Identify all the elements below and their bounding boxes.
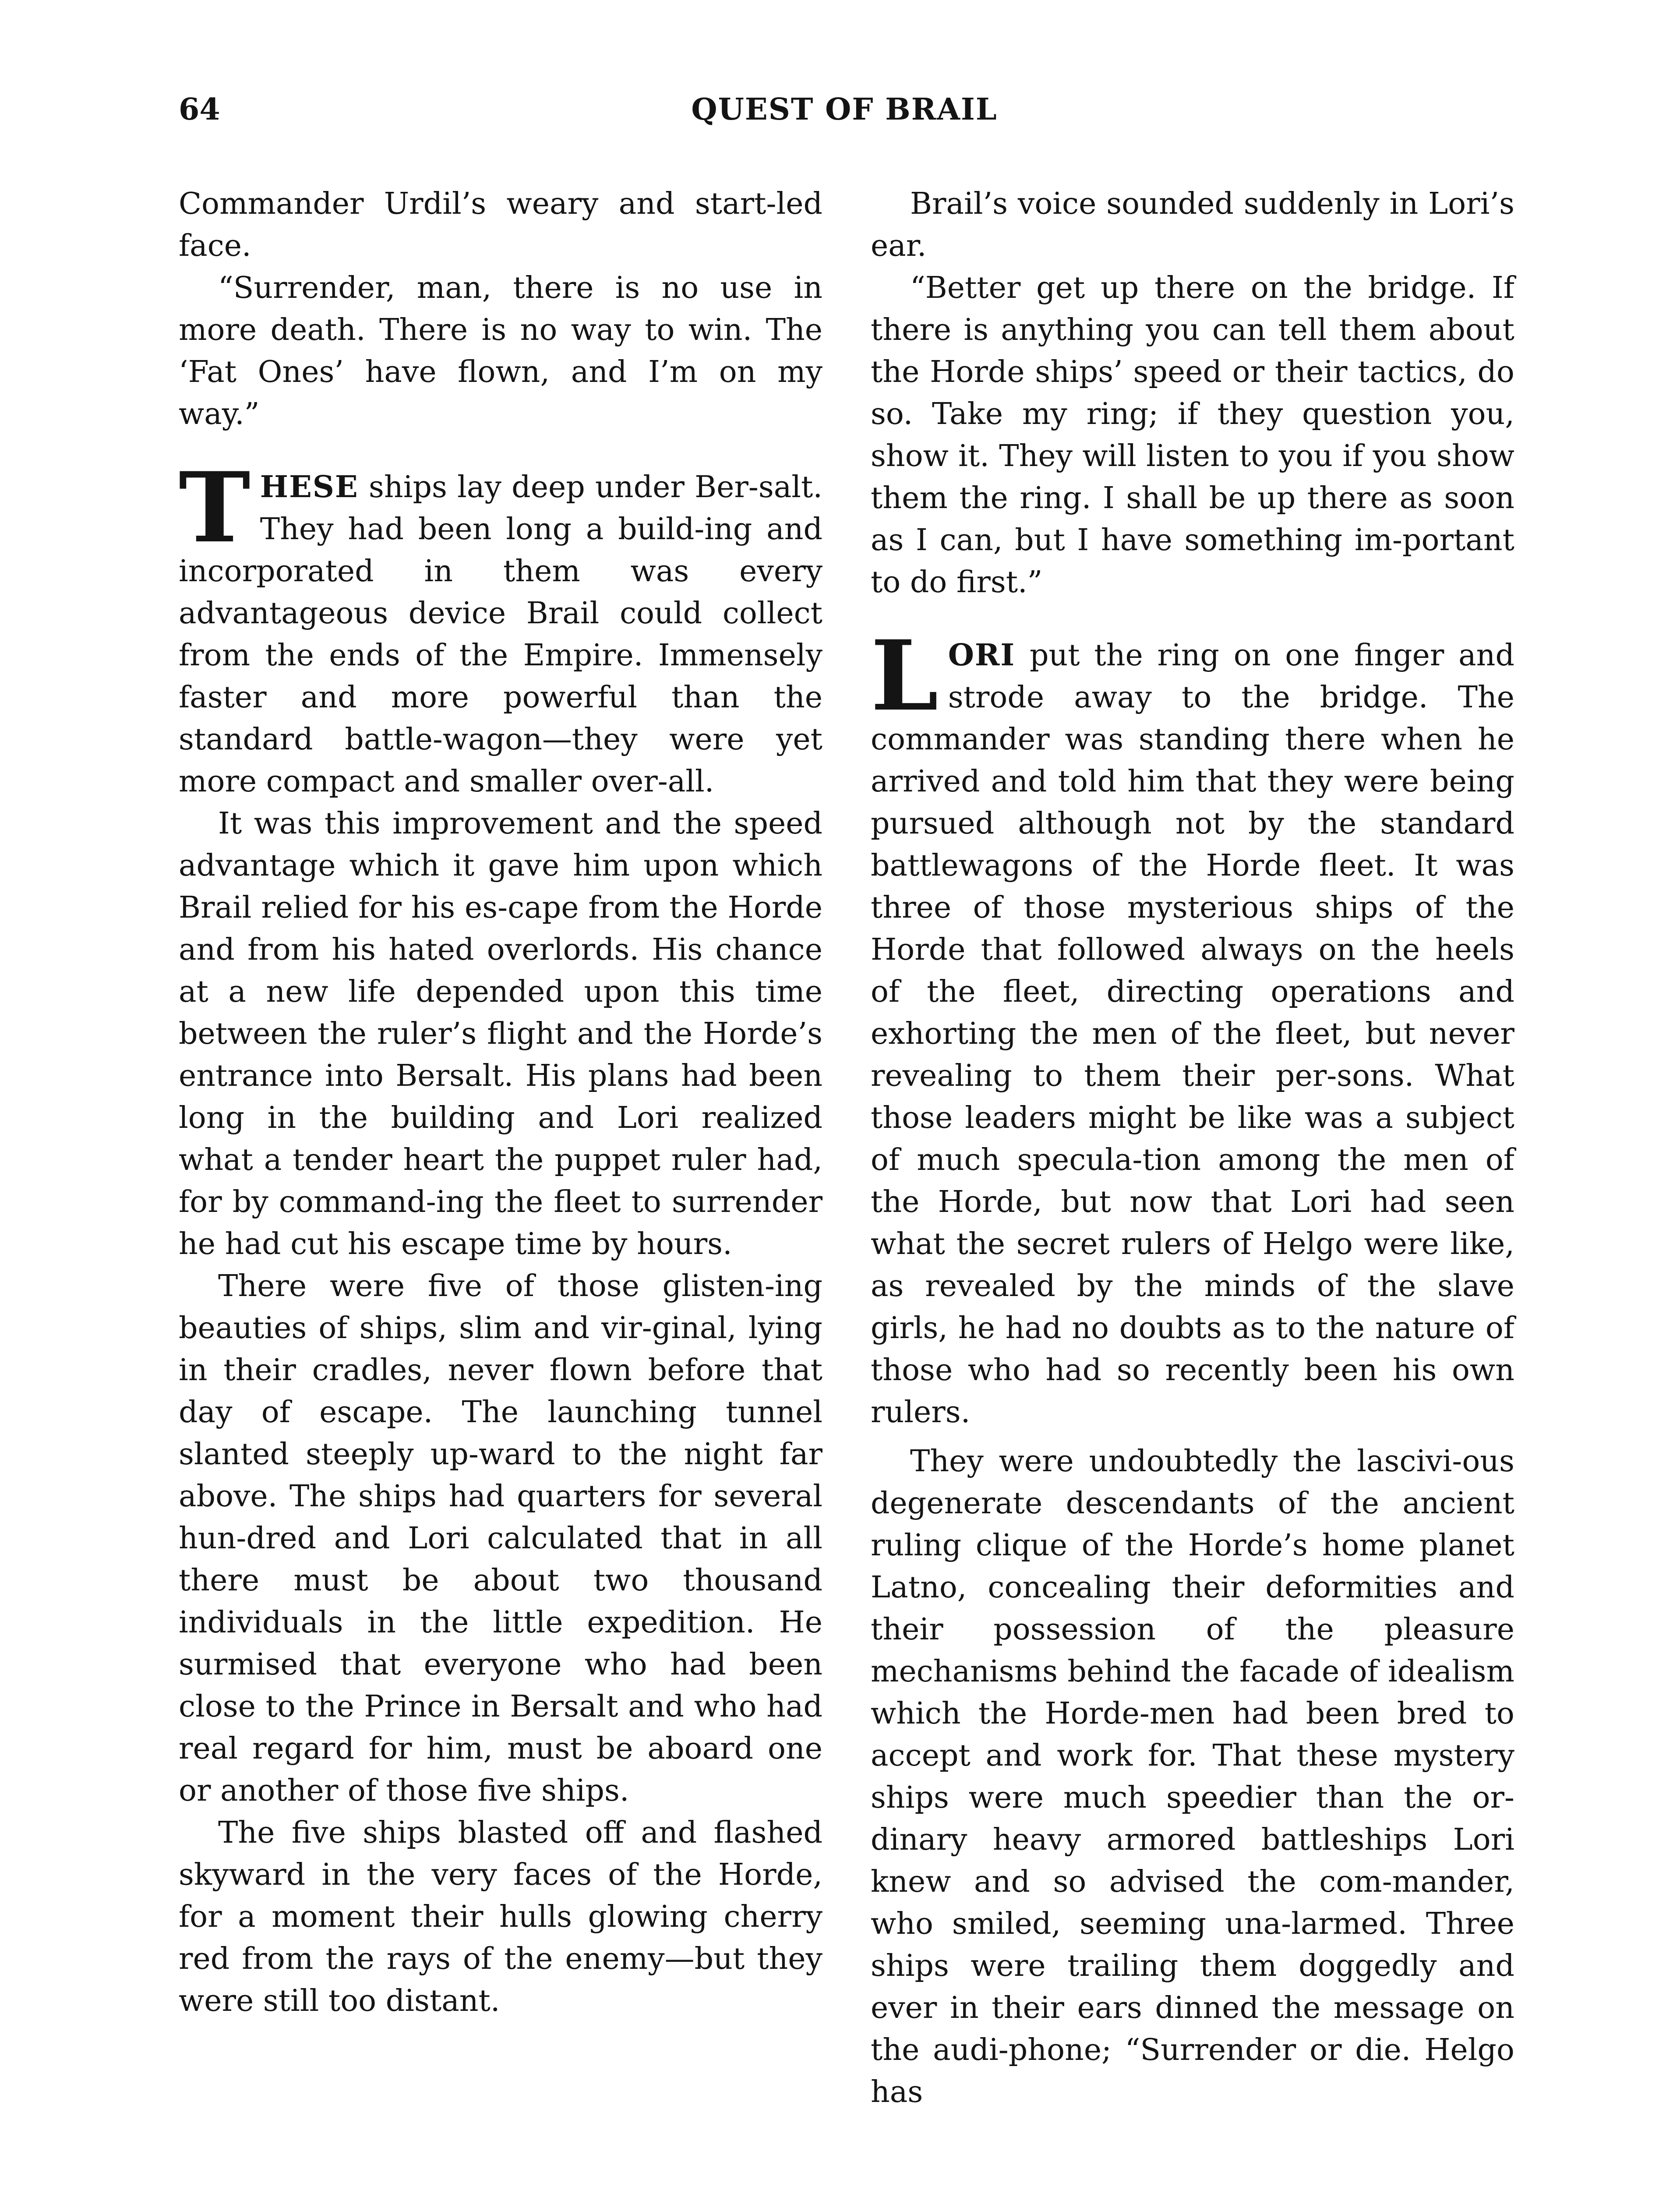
paragraph-text: ships lay deep under Ber-salt. They had been long a build-ing and incorporated in them was every advantageous device Brail could collect from the ends of the Empire. Immensely faster and more powerful than the standard battle-wagon—they were yet more compact and smaller over-all. bbox=[179, 470, 822, 799]
paragraph: There were five of those glisten-ing beauties of ships, slim and vir-ginal, lying in their cradles, never flown before that day of escape. The launching tunnel slanted steeply up-ward to the night far above. The ships had quarters for several hun-dred and Lori calculated that in all there must be about two thousand individuals in the little expedition. He surmised that everyone who had been close to the Prince in Bersalt and who had real regard for him, must be aboard one or another of those five ships. bbox=[179, 1269, 822, 1808]
paragraph: Brail’s voice sounded suddenly in Lori’s ear. bbox=[871, 187, 1514, 263]
paragraph: “Better get up there on the bridge. If there is anything you can tell them about the Horde ships’ speed or their tactics, do so. Take my ring; if they question you, show it. They will listen to you if you show them the ring. I shall be up there as soon as I can, but I have something im-portant to do first.” bbox=[871, 271, 1514, 600]
paragraph-dropcap bbox=[179, 451, 822, 803]
running-title: QUEST OF BRAIL bbox=[691, 92, 998, 127]
paragraph: They were undoubtedly the lascivi-ous degenerate descendants of the ancient ruling clique of the Horde’s home planet Latno, concealing their deformities and their possession of the pleasure mechanisms behind the facade of idealism which the Horde-men had been bred to accept and work for. That these mystery ships were much speedier than the or-dinary heavy armored battleships Lori knew and so advised the com-mander, who smiled, seeming una-larmed. Three ships were trailing them doggedly and ever in their ears dinned the message on the audi-phone; “Surrender or die. Helgo has bbox=[871, 1444, 1514, 2109]
paragraph: “Surrender, man, there is no use in more death. There is no way to win. The ‘Fat Ones’ have flown, and I’m on my way.” bbox=[179, 271, 822, 431]
paragraph-dropcap bbox=[871, 619, 1514, 1434]
drop-cap: T bbox=[179, 451, 251, 564]
lead-word: HESE bbox=[260, 470, 359, 505]
right-column bbox=[871, 183, 1514, 2113]
lead-word: ORI bbox=[948, 638, 1016, 673]
page-header bbox=[179, 92, 1510, 145]
left-column bbox=[179, 183, 822, 2022]
paragraph: It was this improvement and the speed advantage which it gave him upon which Brail relied for his es-cape from the Horde and from his hated overlords. His chance at a new life depended upon this time between the ruler’s flight and the Horde’s entrance into Bersalt. His plans had been long in the building and Lori realized what a tender heart the puppet ruler had, for by command-ing the fleet to surrender he had cut his escape time by hours. bbox=[179, 806, 822, 1261]
paragraph: Commander Urdil’s weary and start-led face. bbox=[179, 187, 822, 263]
paragraph-text: put the ring on one finger and strode away to the bridge. The commander was standing there when he arrived and told him that they were being pursued although not by the standard battlewagons of the Horde fleet. It was three of those mysterious ships of the Horde that followed always on the heels of the fleet, directing operations and exhorting the men of the fleet, but never revealing to them their per-sons. What those leaders might be like was a subject of much specula-tion among the men of the Horde, but now that Lori had seen what the secret rulers of Helgo were like, as revealed by the minds of the slave girls, he had no doubts as to the nature of those who had so recently been his own rulers. bbox=[871, 638, 1514, 1430]
page-number: 64 bbox=[179, 92, 220, 127]
drop-cap: L bbox=[871, 619, 939, 732]
paragraph: The five ships blasted off and flashed skyward in the very faces of the Horde, for a moment their hulls glowing cherry red from the rays of the enemy—but they were still too distant. bbox=[179, 1816, 822, 2018]
